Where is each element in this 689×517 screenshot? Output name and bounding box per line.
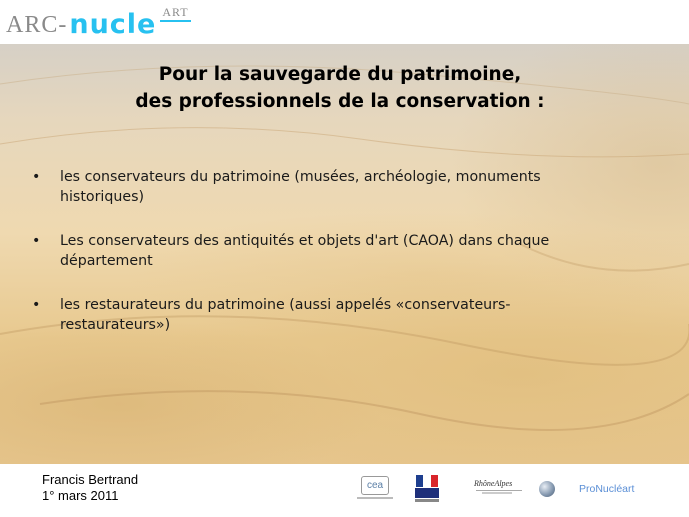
author-name: Francis Bertrand	[42, 472, 139, 487]
rhone-alpes-logo	[470, 477, 530, 503]
header-bar	[0, 0, 689, 44]
slide-title-line2: des professionnels de la conservation :	[135, 91, 545, 112]
pronucleart-label: ProNucléart	[579, 483, 635, 495]
republique-francaise-logo	[414, 473, 442, 503]
french-flag-icon	[416, 475, 438, 487]
bullet-item	[30, 295, 511, 335]
author-block	[42, 472, 138, 504]
logo-nucle-text: nucle	[69, 9, 157, 40]
bullet-text-line1: les restaurateurs du patrimoine (aussi appelés «conservateurs-	[60, 297, 511, 313]
bullet-item	[30, 167, 541, 207]
bullet-dot: •	[32, 233, 41, 249]
bullet-text-line1: les conservateurs du patrimoine (musées, archéologie, monuments	[60, 169, 541, 185]
logo-art-text: ART	[162, 5, 189, 19]
bullet-dot: •	[32, 297, 41, 313]
arc-nucleart-logo	[6, 6, 189, 38]
bullet-text-line2: restaurateurs»)	[60, 317, 171, 333]
bullet-item	[30, 231, 549, 271]
bullet-text-line2: historiques)	[60, 189, 144, 205]
slide-title-line1: Pour la sauvegarde du patrimoine,	[158, 64, 522, 85]
logo-arc-text: ARC-	[6, 12, 68, 38]
cea-logo-text: cea	[361, 476, 389, 495]
cea-logo	[355, 473, 395, 503]
presentation-date: 1° mars 2011	[42, 488, 119, 503]
globe-logo-icon	[539, 481, 555, 497]
bullet-dot: •	[32, 169, 41, 185]
bullet-text-line1: Les conservateurs des antiquités et objets d'art (CAOA) dans chaque	[60, 233, 550, 249]
footer	[0, 464, 689, 517]
bullet-text-line2: département	[60, 253, 153, 269]
rhone-alpes-text: RhôneAlpes	[474, 479, 513, 488]
slide-content	[0, 44, 689, 464]
